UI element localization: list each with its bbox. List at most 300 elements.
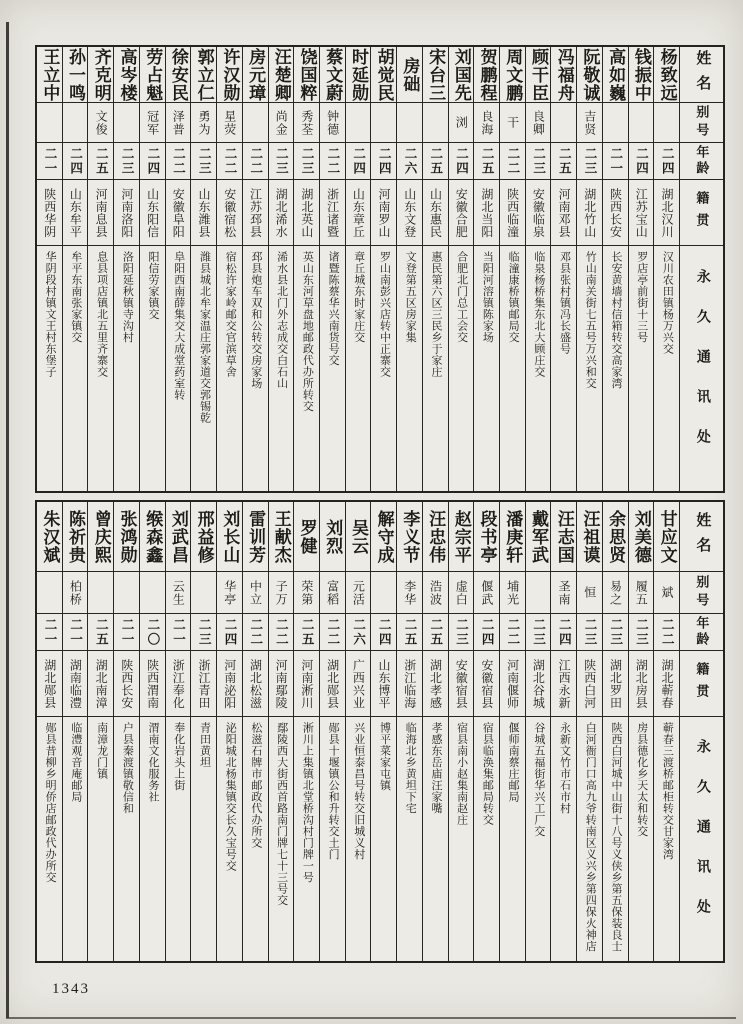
name-cell-text: 刘国先 [451, 47, 471, 102]
native-cell-text: 江苏邳县 [248, 187, 263, 238]
age-cell-text: 二二 [248, 146, 263, 176]
alias-cell [114, 103, 139, 143]
name-cell-text: 王献杰 [271, 509, 291, 564]
alias-cell [526, 103, 551, 143]
address-cell [294, 246, 319, 491]
name-cell [654, 47, 679, 103]
alias-cell [88, 572, 113, 614]
name-cell-text: 劳占魁 [143, 47, 163, 102]
age-cell [114, 143, 139, 180]
alias-cell [217, 103, 242, 143]
name-cell-text: 潘庚轩 [503, 509, 523, 564]
age-cell [294, 143, 319, 180]
address-cell-text: 阳信劳家镇交 [147, 251, 160, 320]
native-cell [88, 180, 113, 246]
person-column [653, 502, 679, 961]
name-cell [269, 47, 294, 103]
native-cell-text: 陕西华阴 [42, 187, 57, 238]
name-cell-text: 解守成 [374, 509, 394, 564]
age-cell [166, 143, 191, 180]
address-cell [166, 717, 191, 961]
alias-cell [243, 103, 268, 143]
name-cell-text: 饶国粹 [297, 47, 317, 102]
person-column [370, 47, 396, 491]
age-cell [397, 143, 422, 180]
address-cell [603, 717, 628, 961]
name-cell-text: 罗健 [297, 518, 317, 555]
name-cell [551, 502, 576, 572]
age-cell [577, 143, 602, 180]
alias-cell [320, 572, 345, 614]
age-cell-text: 二三 [608, 617, 623, 647]
header-age-text: 年龄 [694, 616, 710, 648]
address-cell-text: 房县德化乡天太和转交 [635, 722, 648, 837]
header-alias [680, 572, 723, 614]
alias-cell [397, 572, 422, 614]
address-cell [551, 717, 576, 961]
address-cell [243, 246, 268, 491]
age-cell-text: 二五 [557, 146, 572, 176]
native-cell-text: 湖北罗田 [608, 658, 623, 709]
address-cell [37, 246, 62, 491]
native-cell-text: 山东牟平 [68, 187, 83, 238]
person-column [293, 47, 319, 491]
address-cell [474, 717, 499, 961]
name-cell [140, 47, 165, 103]
alias-cell-text: 冠军 [145, 109, 160, 136]
alias-cell [114, 572, 139, 614]
header-name [680, 47, 723, 103]
address-cell [423, 717, 448, 961]
name-cell [114, 47, 139, 103]
age-cell-text: 二五 [428, 617, 443, 647]
address-cell-text: 陕西白河城中山街十八号义侠乡第五保装良士 [609, 722, 622, 952]
address-cell-text: 诸暨陈蔡华兴南货号交 [327, 251, 340, 366]
alias-cell-text: 斌 [659, 586, 674, 599]
alias-cell [88, 103, 113, 143]
native-cell-text: 陕西长安 [119, 658, 134, 709]
name-cell-text: 汪楚卿 [271, 47, 291, 102]
alias-cell-text: 文俊 [94, 109, 109, 136]
name-cell [88, 47, 113, 103]
native-cell-text: 河南泌阳 [222, 658, 237, 709]
name-cell [397, 47, 422, 103]
age-cell-text: 二五 [428, 146, 443, 176]
age-cell [551, 143, 576, 180]
address-cell-text: 当阳河溶镇陈家场 [481, 251, 494, 343]
native-cell-text: 湖北蕲春 [659, 658, 674, 709]
native-cell [423, 180, 448, 246]
age-cell [474, 614, 499, 651]
name-cell [423, 502, 448, 572]
alias-cell [423, 572, 448, 614]
address-cell-text: 松滋石牌市邮政代办所交 [249, 722, 262, 849]
address-cell-text: 邓县张村镇冯长盛号 [558, 251, 571, 355]
person-column [653, 47, 679, 491]
native-cell [243, 651, 268, 717]
address-cell-text: 洛阳延秋镇寺沟村 [121, 251, 134, 343]
address-cell [320, 717, 345, 961]
native-cell [294, 651, 319, 717]
address-cell [269, 246, 294, 491]
name-cell-text: 缑森鑫 [143, 509, 163, 564]
alias-cell-text: 泽普 [171, 109, 186, 136]
header-address [680, 246, 723, 491]
age-cell-text: 二二 [660, 617, 675, 647]
address-cell [423, 246, 448, 491]
address-cell [63, 717, 88, 961]
alias-cell [629, 572, 654, 614]
address-cell-text: 英山东河草盘地邮政代办所转交 [301, 251, 314, 412]
person-column [345, 502, 371, 961]
address-cell [474, 246, 499, 491]
name-cell [577, 502, 602, 572]
name-cell-text: 戴军武 [528, 509, 548, 564]
address-cell [371, 717, 396, 961]
person-column [473, 47, 499, 491]
native-cell [551, 180, 576, 246]
name-cell [63, 502, 88, 572]
person-column [448, 502, 474, 961]
address-cell-text: 惠民第六区三民乡于家庄 [429, 251, 442, 378]
age-cell-text: 二三 [274, 146, 289, 176]
address-cell-text: 罗山南彭兴店转中正寨交 [378, 251, 391, 378]
alias-cell-text: 良海 [479, 109, 494, 136]
alias-cell-text: 中立 [248, 579, 263, 606]
alias-cell-text: 易之 [608, 579, 623, 606]
address-cell-text: 宿县临涣集邮局转交 [481, 722, 494, 826]
alias-cell-text: 埔光 [505, 579, 520, 606]
alias-cell [577, 572, 602, 614]
name-cell [423, 47, 448, 103]
name-cell-text: 曾庆熙 [91, 509, 111, 564]
name-cell [371, 47, 396, 103]
alias-cell-text: 良卿 [531, 109, 546, 136]
address-cell-text: 淅川上集镇北堂桥沟村门牌一号 [301, 722, 314, 883]
alias-cell [191, 103, 216, 143]
alias-cell-text: 浏 [454, 116, 469, 129]
age-cell [88, 143, 113, 180]
age-cell-text: 二一 [68, 617, 83, 647]
age-cell [320, 614, 345, 651]
native-cell-text: 浙江青田 [197, 658, 211, 709]
name-cell-text: 陈祈贵 [66, 509, 86, 564]
native-cell-text: 安徽宿县 [454, 658, 469, 709]
native-cell-text: 湖北郧县 [325, 658, 340, 709]
alias-cell [577, 103, 602, 143]
native-cell [397, 180, 422, 246]
header-address-text: 永久通讯处 [694, 268, 710, 469]
name-cell-text: 汪祖谟 [580, 509, 600, 564]
alias-cell-text: 吉贤 [582, 109, 597, 136]
address-cell [294, 717, 319, 961]
address-cell-text: 奉化岩头上街 [172, 722, 185, 791]
native-cell [294, 180, 319, 246]
name-cell [474, 502, 499, 572]
age-cell [88, 614, 113, 651]
name-cell [320, 47, 345, 103]
alias-cell [526, 572, 551, 614]
native-cell [346, 651, 371, 717]
alias-cell-text: 李华 [402, 579, 417, 606]
name-cell-text: 徐安民 [168, 47, 188, 102]
age-cell [217, 614, 242, 651]
age-cell-text: 二二 [274, 617, 289, 647]
native-cell [191, 180, 216, 246]
person-column [216, 502, 242, 961]
age-cell-text: 二四 [145, 146, 160, 176]
native-cell-text: 湖北竹山 [582, 187, 597, 238]
address-cell [320, 246, 345, 491]
address-cell [577, 717, 602, 961]
address-cell-text: 兴业恒泰昌号转交旧城义村 [352, 722, 365, 860]
alias-cell [500, 103, 525, 143]
name-cell-text: 王立中 [40, 47, 60, 102]
native-cell [269, 651, 294, 717]
name-cell [166, 502, 191, 572]
person-column [499, 502, 525, 961]
native-cell-text: 安徽阜阳 [171, 187, 186, 238]
address-cell [243, 717, 268, 961]
age-cell-text: 二二 [248, 617, 263, 647]
name-cell-text: 邢益修 [194, 509, 214, 564]
native-cell-text: 河南淅川 [299, 658, 314, 709]
age-cell [243, 614, 268, 651]
age-cell [140, 614, 165, 651]
native-cell [320, 180, 345, 246]
address-cell [140, 717, 165, 961]
native-cell [603, 180, 628, 246]
age-cell-text: 二三 [531, 617, 546, 647]
age-cell-text: 二三 [300, 146, 315, 176]
native-cell-text: 湖北松滋 [248, 658, 263, 709]
alias-cell [269, 572, 294, 614]
name-cell-text: 杨致远 [657, 47, 677, 102]
alias-cell [603, 103, 628, 143]
address-cell [114, 246, 139, 491]
alias-cell-text: 浩波 [428, 579, 443, 606]
person-column [525, 47, 551, 491]
name-cell-text: 钱振中 [631, 47, 651, 102]
name-cell [243, 47, 268, 103]
alias-cell-text: 圣南 [557, 579, 572, 606]
native-cell [474, 651, 499, 717]
name-cell-text: 刘美德 [631, 509, 651, 564]
header-native [680, 651, 723, 717]
address-cell-text: 章丘城东时家庄交 [352, 251, 365, 343]
age-cell-text: 二三 [583, 146, 598, 176]
native-cell-text: 湖北谷城 [531, 658, 546, 709]
name-cell-text: 甘应文 [657, 509, 677, 564]
address-cell-text: 潍县城北牟家温庄郭家道交郭锡乾 [198, 251, 211, 424]
native-cell [551, 651, 576, 717]
address-cell [654, 246, 679, 491]
age-cell-text: 二〇 [145, 617, 160, 647]
name-cell [114, 502, 139, 572]
alias-cell-text: 干 [505, 116, 520, 129]
address-cell-text: 汉川农田镇杨万兴交 [661, 251, 674, 355]
age-cell-text: 二二 [505, 146, 520, 176]
native-cell-text: 湖北郧县 [42, 658, 57, 709]
name-cell [577, 47, 602, 103]
alias-cell-text: 勇为 [197, 109, 211, 136]
age-cell [449, 143, 474, 180]
native-cell-text: 江苏宝山 [634, 187, 649, 238]
address-cell [191, 246, 216, 491]
address-cell-text: 泌阳城北杨集镇交长久宝号交 [224, 722, 237, 872]
age-cell-text: 二四 [634, 146, 649, 176]
alias-cell-text: 秀荃 [299, 109, 314, 136]
alias-cell-text: 云生 [171, 579, 186, 606]
name-cell-text: 段书亭 [477, 509, 497, 564]
age-cell-text: 二三 [583, 617, 598, 647]
person-column [242, 502, 268, 961]
native-cell-text: 山东博平 [377, 658, 392, 709]
age-cell [474, 143, 499, 180]
address-cell [166, 246, 191, 491]
address-cell [500, 717, 525, 961]
native-cell-text: 江西永新 [557, 658, 572, 709]
age-cell-text: 二四 [454, 146, 469, 176]
age-cell-text: 二四 [222, 617, 237, 647]
name-cell [217, 502, 242, 572]
native-cell [346, 180, 371, 246]
native-cell [37, 651, 62, 717]
native-cell-text: 湖北汉川 [659, 187, 674, 238]
age-cell [654, 614, 679, 651]
native-cell-text: 湖北房县 [634, 658, 649, 709]
age-cell [629, 614, 654, 651]
directory-table-top [35, 45, 725, 493]
address-cell [577, 246, 602, 491]
name-cell-text: 李义节 [400, 509, 420, 564]
native-cell-text: 河南罗山 [377, 187, 392, 238]
name-cell-text: 汪忠伟 [426, 509, 446, 564]
name-cell [88, 502, 113, 572]
age-cell-text: 二三 [634, 617, 649, 647]
person-column [550, 502, 576, 961]
alias-cell [603, 572, 628, 614]
name-cell-text: 宋台三 [426, 47, 446, 102]
page-number: 1343 [52, 981, 90, 997]
age-cell [243, 143, 268, 180]
alias-cell-text: 履五 [634, 579, 649, 606]
native-cell [140, 651, 165, 717]
alias-cell [474, 103, 499, 143]
age-cell [269, 614, 294, 651]
native-cell-text: 湖北南漳 [94, 658, 109, 709]
native-cell [88, 651, 113, 717]
name-cell-text: 赵宗平 [451, 509, 471, 564]
address-cell [603, 246, 628, 491]
person-column [345, 47, 371, 491]
native-cell-text: 安徽合肥 [454, 187, 469, 238]
native-cell-text: 河南息县 [94, 187, 109, 238]
native-cell [500, 180, 525, 246]
address-cell-text: 长安黄墙村信箱转交高家湾 [609, 251, 622, 389]
native-cell [191, 651, 216, 717]
native-cell [577, 651, 602, 717]
alias-cell-text: 富稻 [325, 579, 340, 606]
person-column [319, 47, 345, 491]
age-cell-text: 二三 [197, 146, 212, 176]
native-cell [500, 651, 525, 717]
age-cell [551, 614, 576, 651]
person-column [422, 502, 448, 961]
name-cell [629, 502, 654, 572]
name-cell [526, 502, 551, 572]
address-cell-text: 临澧观音庵邮局 [69, 722, 82, 803]
header-age [680, 614, 723, 651]
native-cell-text: 陕西渭南 [145, 658, 160, 709]
age-cell [654, 143, 679, 180]
alias-cell [551, 103, 576, 143]
person-column [499, 47, 525, 491]
address-cell [217, 246, 242, 491]
native-cell [423, 651, 448, 717]
native-cell [166, 180, 191, 246]
name-cell-text: 余思贤 [606, 509, 626, 564]
native-cell-text: 河南偃师 [505, 658, 520, 709]
name-cell-text: 周文鹏 [503, 47, 523, 102]
name-cell-text: 刘烈 [323, 518, 343, 555]
native-cell-text: 陕西临潼 [505, 187, 520, 238]
name-cell [449, 47, 474, 103]
age-cell [140, 143, 165, 180]
person-column [190, 47, 216, 491]
native-cell [63, 180, 88, 246]
name-cell-text: 蔡文蔚 [323, 47, 343, 102]
name-cell-text: 房础 [400, 56, 420, 93]
native-cell-text: 安徽宿县 [479, 658, 494, 709]
age-cell [449, 614, 474, 651]
name-cell [346, 502, 371, 572]
age-cell [114, 614, 139, 651]
alias-cell [166, 103, 191, 143]
address-cell-text: 鄢陵西大街西首路南门牌七十三号交 [275, 722, 288, 906]
age-cell [63, 143, 88, 180]
address-cell [217, 717, 242, 961]
person-column [139, 502, 165, 961]
name-cell-text: 朱汉斌 [40, 509, 60, 564]
native-cell [449, 651, 474, 717]
native-cell [217, 651, 242, 717]
name-cell-text: 吴云 [348, 518, 368, 555]
alias-cell-text: 虚白 [454, 579, 469, 606]
native-cell-text: 山东章丘 [351, 187, 366, 238]
name-cell-text: 顾干臣 [528, 47, 548, 102]
scan-left-edge-line [6, 22, 9, 1018]
age-cell-text: 二四 [660, 146, 675, 176]
name-cell [346, 47, 371, 103]
address-cell [346, 246, 371, 491]
address-cell [629, 717, 654, 961]
header-native [680, 180, 723, 246]
address-cell-text: 临潼康桥镇邮局交 [507, 251, 520, 343]
age-cell-text: 二六 [403, 146, 418, 176]
age-cell [217, 143, 242, 180]
name-cell [449, 502, 474, 572]
native-cell-text: 湖北当阳 [479, 187, 494, 238]
name-cell [269, 502, 294, 572]
scan-bottom-edge-line [6, 1017, 736, 1019]
age-cell [397, 614, 422, 651]
native-cell [37, 180, 62, 246]
person-column [473, 502, 499, 961]
address-cell-text: 博平菜家屯镇 [378, 722, 391, 791]
person-column [422, 47, 448, 491]
name-cell [63, 47, 88, 103]
